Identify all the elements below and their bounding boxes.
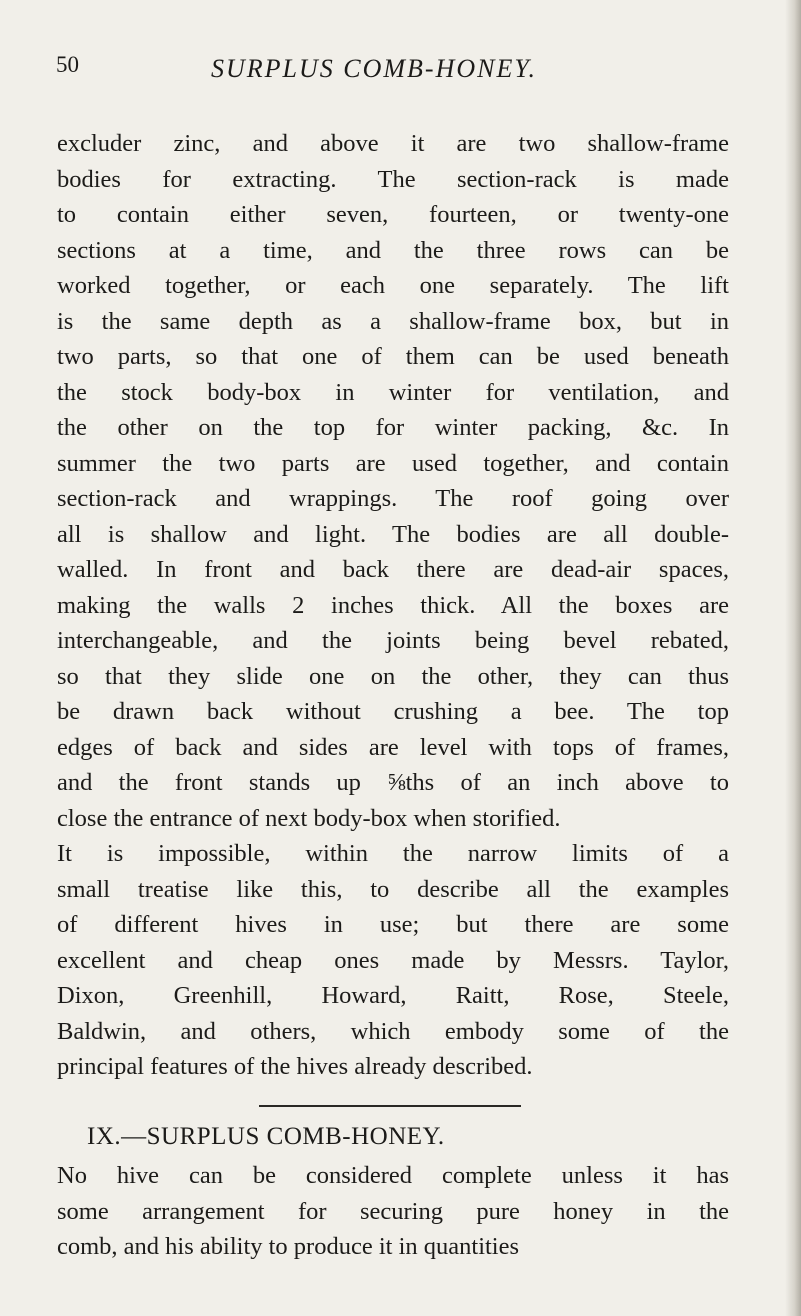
text-line: summer the two parts are used together, and contain [57,449,729,477]
text-line: to contain either seven, fourteen, or twenty-one [57,201,729,228]
page-number: 50 [56,52,79,77]
text-line: No hive can be considered complete unless it has [57,1162,729,1189]
text-line: making the walls 2 inches thick. All the boxes are [57,591,729,619]
text-line: is the same depth as a shallow-frame box, but in [57,307,729,335]
section-body-text [57,1158,729,1265]
text-line: interchangeable, and the joints being bevel rebated, [57,627,729,654]
text-line: edges of back and sides are level with tops of frames, [57,733,729,761]
text-line: comb, and his ability to produce it in quantities [57,1233,520,1260]
text-line: bodies for extracting. The section-rack is made [57,165,729,193]
text-line: It is impossible, within the narrow limits of a [57,840,729,867]
text-line: of different hives in use; but there are some [57,911,729,938]
body-text [57,126,729,1085]
text-line: worked together, or each one separately. The lift [57,272,729,299]
text-line: some arrangement for securing pure honey in the [57,1197,729,1225]
text-line: excluder zinc, and above it are two shallow-frame [57,130,729,157]
text-line: and the front stands up ⅝ths of an inch above to [57,769,729,796]
text-line: walled. In front and back there are dead-air spaces, [57,556,729,583]
text-line: the other on the top for winter packing, &c. In [57,414,729,441]
text-line: be drawn back without crushing a bee. The top [57,698,729,725]
text-line: sections at a time, and the three rows can be [57,236,729,264]
section-divider [259,1105,521,1107]
running-head: SURPLUS COMB-HONEY. [211,54,537,83]
text-line: two parts, so that one of them can be used beneath [57,343,729,370]
text-line: excellent and cheap ones made by Messrs. Taylor, [57,946,729,974]
text-line: small treatise like this, to describe all the examples [57,875,729,903]
text-line: so that they slide one on the other, they can thus [57,662,729,690]
page-header [56,52,746,92]
text-line: Baldwin, and others, which embody some of the [57,1017,729,1045]
text-line: Dixon, Greenhill, Howard, Raitt, Rose, Steele, [57,982,729,1009]
text-line: section-rack and wrappings. The roof going over [57,485,729,512]
page-edge-shadow [785,0,801,1316]
text-line: close the entrance of next body-box when storified. [57,804,561,832]
text-line: the stock body-box in winter for ventilation, and [57,378,729,406]
text-line: all is shallow and light. The bodies are all double- [57,520,729,548]
section-heading: IX.—SURPLUS COMB-HONEY. [87,1122,445,1150]
text-line: principal features of the hives already described. [57,1053,533,1080]
